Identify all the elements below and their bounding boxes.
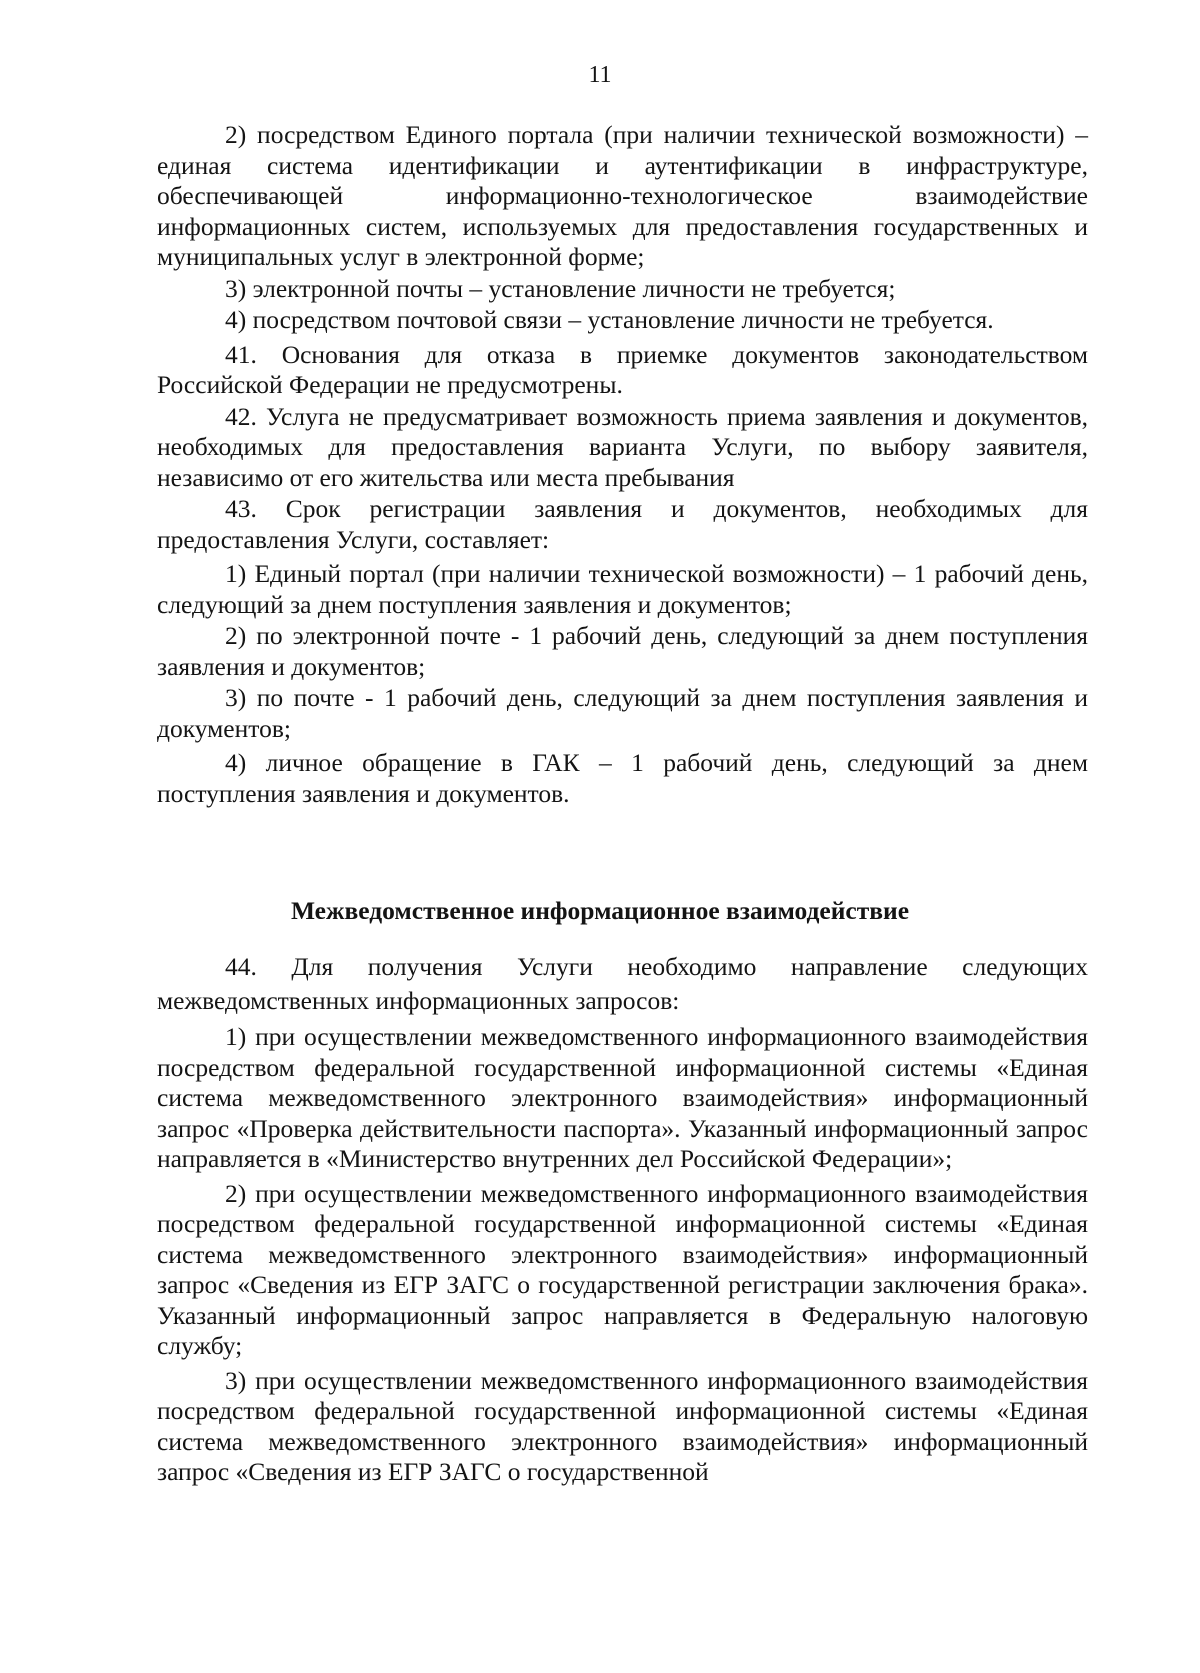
- paragraph-44-item-3: 3) при осуществлении межведомственного информационного взаимодействия посредством федеральной государственной информационной системы «Единая система межведомственного электронного взаимодействия» информационный запрос «Сведения из ЕГР ЗАГС о государственной: [157, 1365, 1088, 1486]
- paragraph-43: 43. Срок регистрации заявления и документов, необходимых для предоставления Услуги, составляет:: [157, 494, 1088, 554]
- paragraph-43-item-2: 2) по электронной почте - 1 рабочий день, следующий за днем поступления заявления и документов;: [157, 621, 1088, 681]
- section-heading: Межведомственное информационное взаимодействие: [290, 896, 910, 925]
- page-number: 11: [588, 62, 612, 88]
- paragraph-44-item-2: 2) при осуществлении межведомственного информационного взаимодействия посредством федеральной государственной информационной системы «Единая система межведомственного электронного взаимодействия» информационный запрос «Сведения из ЕГР ЗАГС о государственной регистрации заключения брака». Указанный информационный запрос направляется в Федеральную налоговую службу;: [157, 1178, 1088, 1360]
- paragraph-41: 41. Основания для отказа в приемке документов законодательством Российской Федерации не предусмотрены.: [157, 339, 1088, 399]
- paragraph-item-2-portal: 2) посредством Единого портала (при наличии технической возможности) – единая система идентификации и аутентификации в инфраструктуре, обеспечивающей информационно-технологическое взаимодействие информационных систем, используемых для предоставления государственных и муниципальных услуг в электронной форме;: [157, 120, 1088, 271]
- paragraph-43-item-4: 4) личное обращение в ГАК – 1 рабочий день, следующий за днем поступления заявления и документов.: [157, 748, 1088, 808]
- paragraph-44: 44. Для получения Услуги необходимо направление следующих межведомственных информационных запросов:: [157, 952, 1088, 1015]
- paragraph-item-3-email: 3) электронной почты – установление личности не требуется;: [225, 273, 896, 303]
- paragraph-item-4-post: 4) посредством почтовой связи – установление личности не требуется.: [225, 305, 994, 334]
- paragraph-43-item-3: 3) по почте - 1 рабочий день, следующий за днем поступления заявления и документов;: [157, 683, 1088, 743]
- paragraph-43-item-1: 1) Единый портал (при наличии технической возможности) – 1 рабочий день, следующий за днем поступления заявления и документов;: [157, 559, 1088, 619]
- paragraph-44-item-1: 1) при осуществлении межведомственного информационного взаимодействия посредством федеральной государственной информационной системы «Единая система межведомственного электронного взаимодействия» информационный запрос «Проверка действительности паспорта». Указанный информационный запрос направляется в «Министерство внутренних дел Российской Федерации»;: [157, 1022, 1088, 1173]
- top-text-block: [157, 120, 1088, 810]
- paragraph-42: 42. Услуга не предусматривает возможность приема заявления и документов, необходимых для предоставления варианта Услуги, по выбору заявителя, независимо от его жительства или места пребывания: [157, 401, 1088, 492]
- bottom-text-block: [157, 950, 1088, 1489]
